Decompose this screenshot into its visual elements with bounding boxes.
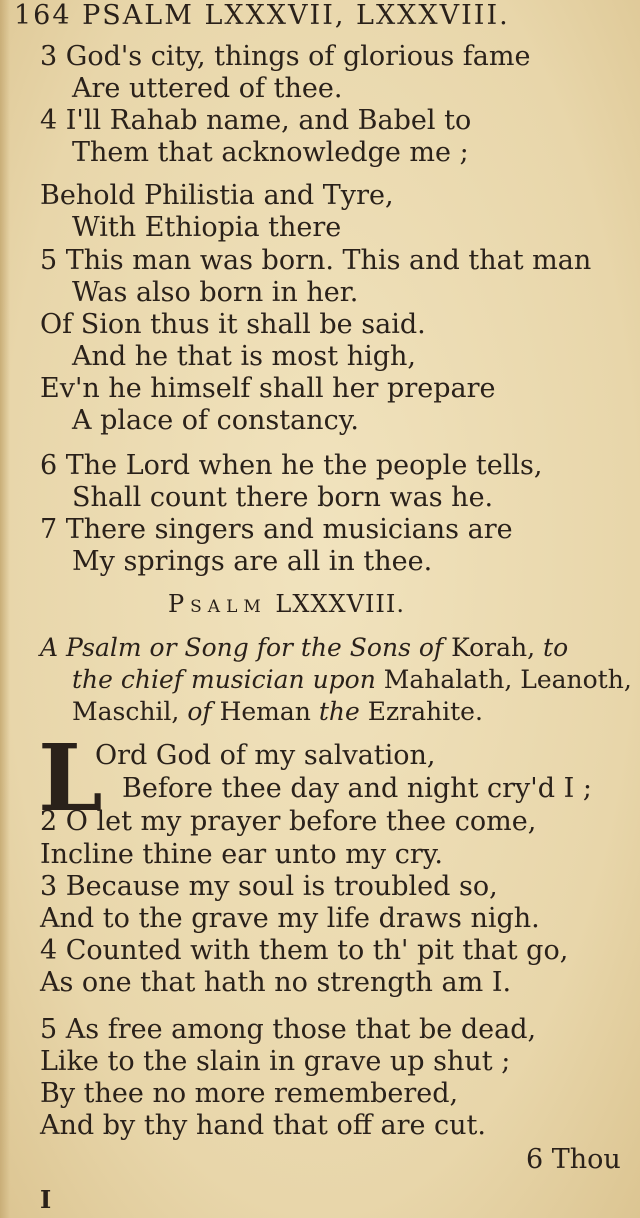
verse-line: 4 Counted with them to th' pit that go, [40, 935, 569, 966]
verse-line: 5 As free among those that be dead, [40, 1014, 537, 1045]
psalm-subtitle-line [72, 664, 632, 696]
psalm-subtitle-line [72, 696, 483, 728]
verse-line: Incline thine ear unto my cry. [40, 839, 443, 870]
psalm-title [168, 590, 405, 618]
verse-line: 5 This man was born. This and that man [40, 245, 592, 276]
catchword: 6 Thou [526, 1144, 621, 1175]
verse-line: As one that hath no strength am I. [40, 967, 512, 998]
verse-line: 2 O let my prayer before thee come, [40, 806, 537, 837]
verse-line: Them that acknowledge me ; [72, 137, 469, 168]
drop-cap: L [38, 724, 103, 832]
psalm-title-prefix: Psalm [168, 590, 267, 618]
verse-line: With Ethiopia there [72, 212, 342, 243]
verse-line: And by thy hand that off are cut. [40, 1110, 486, 1141]
subtitle-part: of [179, 697, 212, 726]
verse-line: And he that is most high, [72, 341, 416, 372]
verse-line: 4 I'll Rahab name, and Babel to [40, 105, 472, 136]
verse-line: 7 There singers and musicians are [40, 514, 513, 545]
verse-line: Shall count there born was he. [72, 482, 494, 513]
subtitle-part: to [535, 633, 569, 662]
verse-line: Was also born in her. [72, 277, 359, 308]
verse-line: 3 God's city, things of glorious fame [40, 41, 531, 72]
verse-line: And to the grave my life draws nigh. [40, 903, 540, 934]
subtitle-part: Maschil, [72, 697, 180, 726]
subtitle-part: the [310, 697, 360, 726]
verse-line: Before thee day and night cry'd I ; [122, 773, 592, 804]
verse-line: Ev'n he himself shall her prepare [40, 373, 496, 404]
subtitle-part: Ezrahite. [359, 697, 483, 726]
signature-mark: I [40, 1185, 52, 1214]
running-header: 164 PSALM LXXXVII, LXXXVIII. [14, 0, 510, 31]
verse-line: 6 The Lord when he the people tells, [40, 450, 543, 481]
verse-line: Are uttered of thee. [72, 73, 343, 104]
verse-line: Of Sion thus it shall be said. [40, 309, 426, 340]
subtitle-part: Heman [211, 697, 311, 726]
psalm-subtitle-line [40, 632, 568, 664]
verse-line: My springs are all in thee. [72, 546, 433, 577]
subtitle-part: the chief musician upon [72, 665, 376, 694]
verse-line: Behold Philistia and Tyre, [40, 180, 394, 211]
subtitle-part: Mahalath, Leanoth, [375, 665, 632, 694]
subtitle-part: A Psalm or Song for the Sons of [40, 633, 444, 662]
verse-line: Ord God of my salvation, [95, 740, 436, 771]
verse-line: Like to the slain in grave up shut ; [40, 1046, 511, 1077]
page-edge-shadow [0, 0, 10, 1218]
verse-line: 3 Because my soul is troubled so, [40, 871, 498, 902]
verse-line: A place of constancy. [72, 405, 359, 436]
subtitle-part: Korah, [443, 633, 536, 662]
psalm-title-number: LXXXVIII. [275, 590, 406, 618]
verse-line: By thee no more remembered, [40, 1078, 459, 1109]
